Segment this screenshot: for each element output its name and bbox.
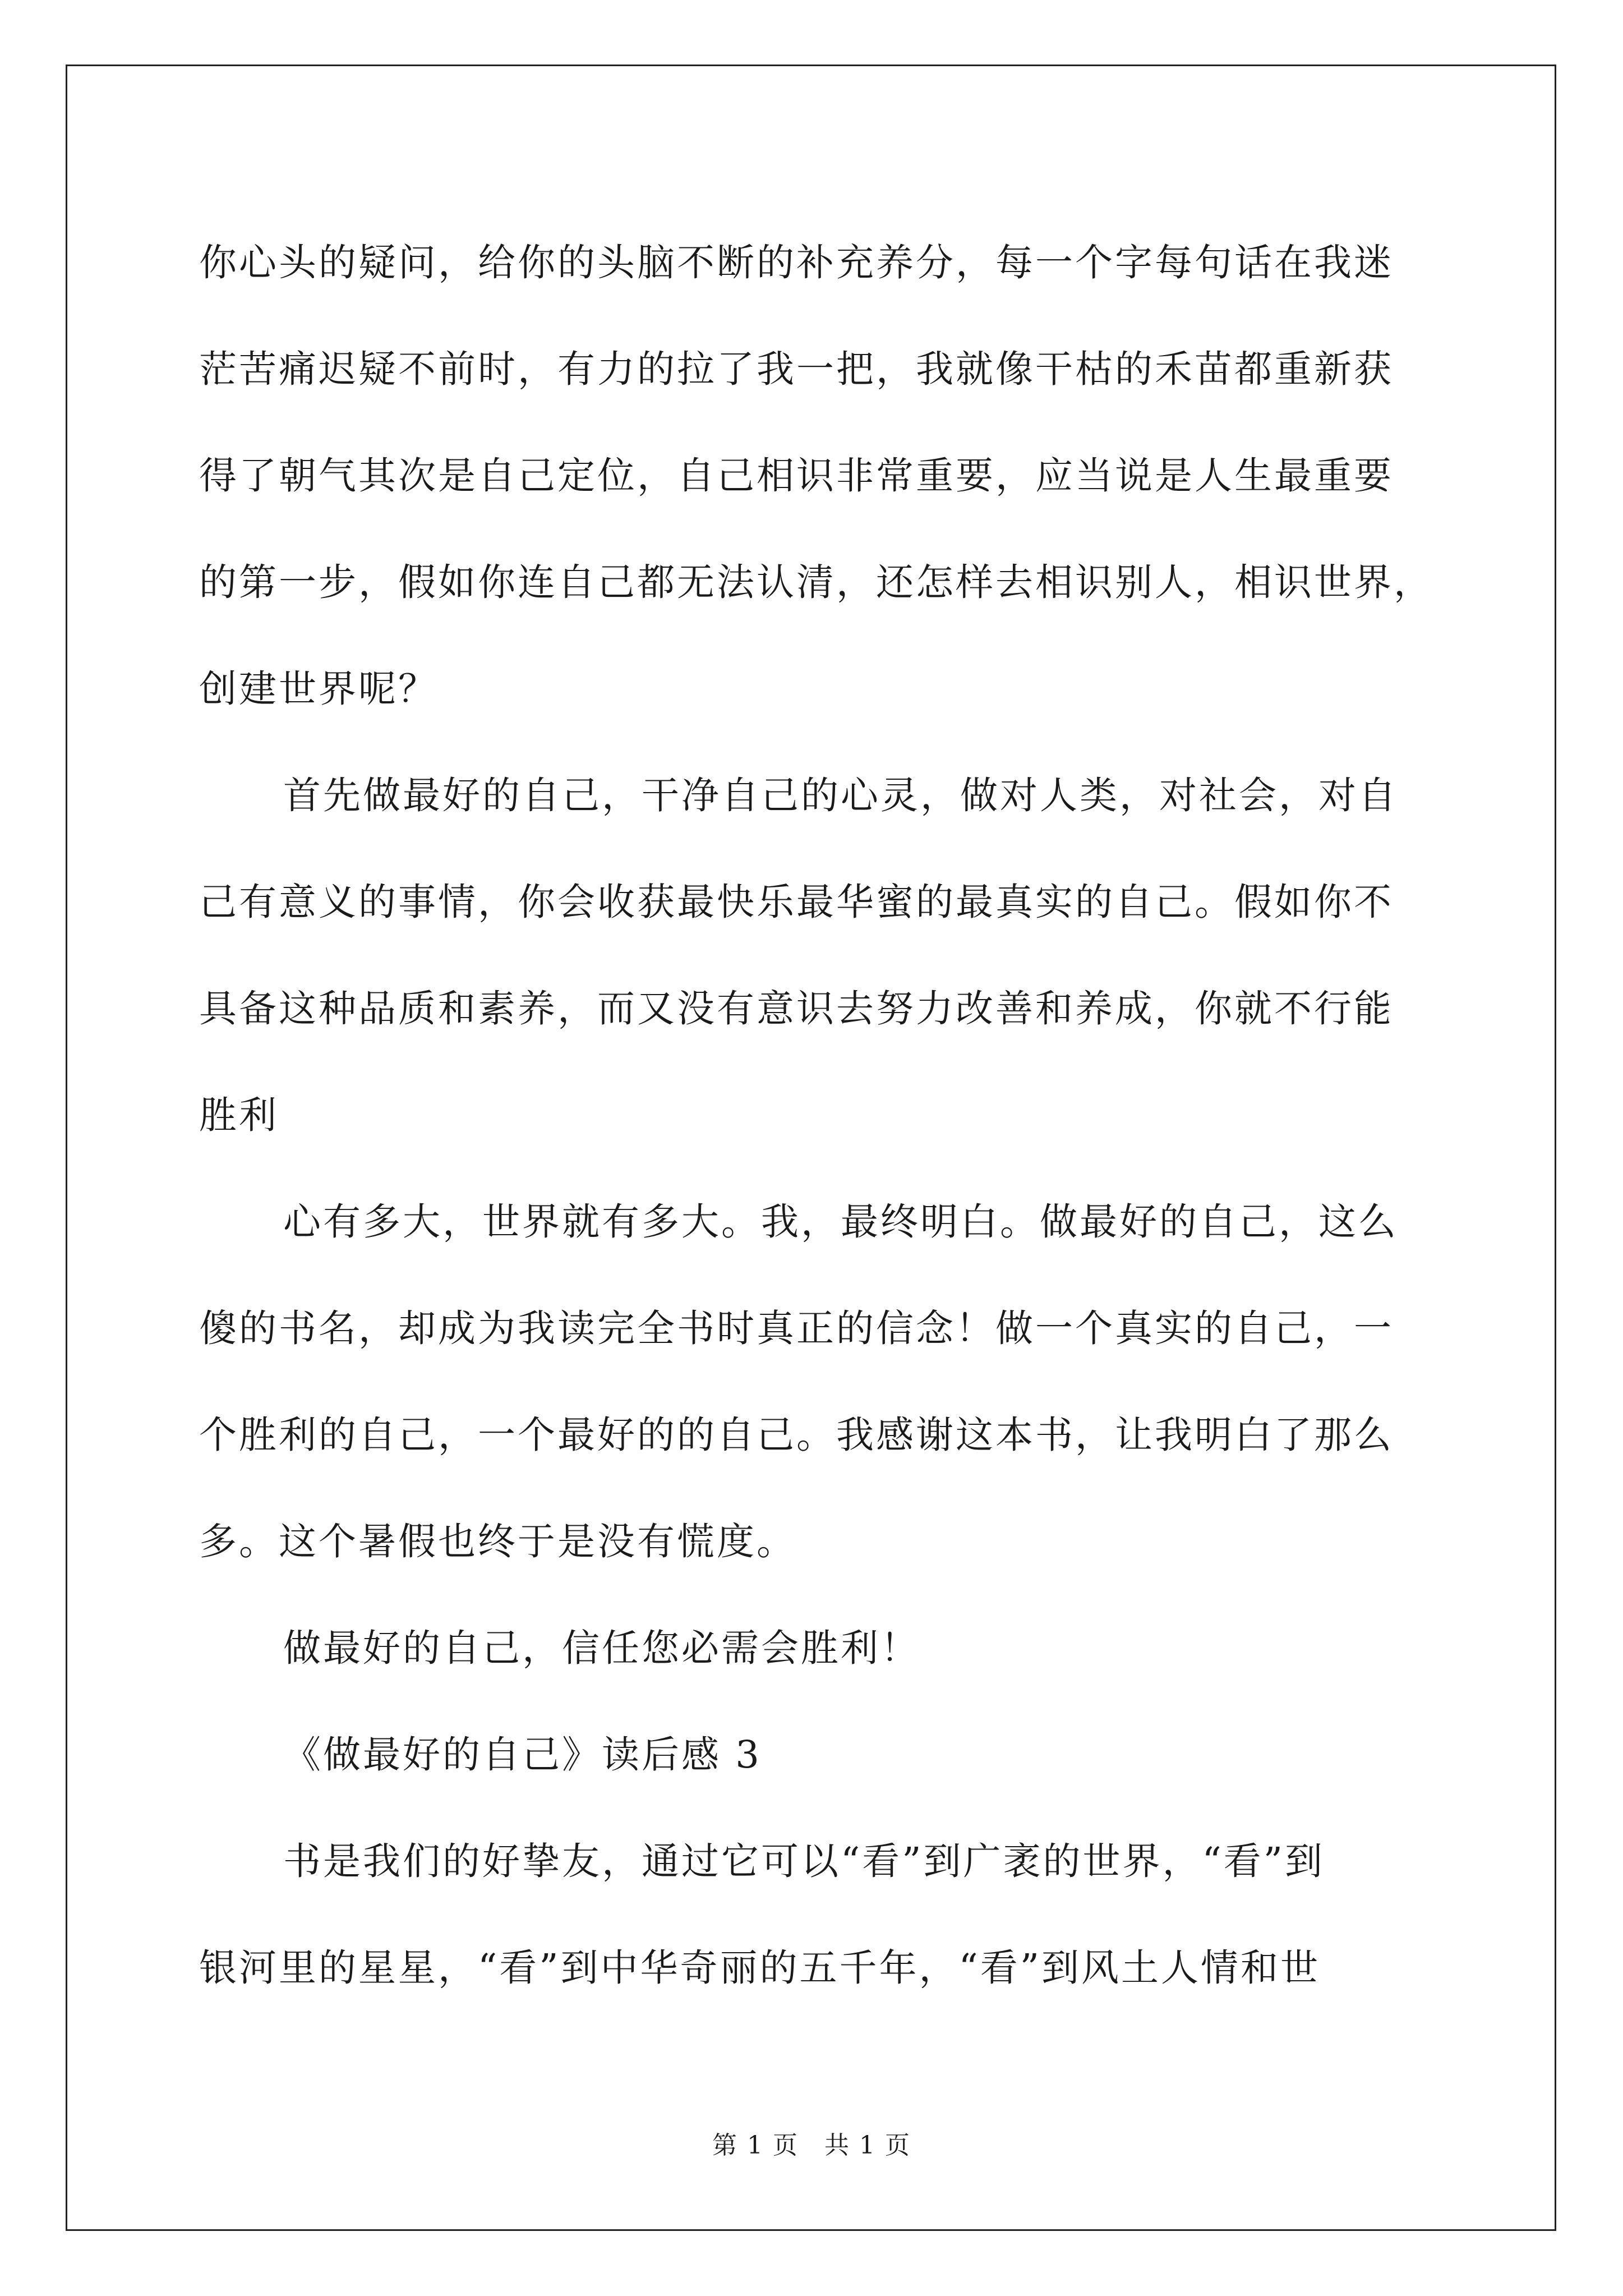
text-line-12: 个胜利的自己，一个最好的的自己。我感谢这本书，让我明白了那么 xyxy=(199,1413,1394,1457)
text-line-10: 心有多大，世界就有多大。我，最终明白。做最好的自己，这么 xyxy=(283,1200,1398,1244)
text-line-4: 的第一步，假如你连自己都无法认清，还怎样去相识别人，相识世界， xyxy=(199,560,1433,604)
text-line-5: 创建世界呢？ xyxy=(199,667,438,711)
document-body xyxy=(199,209,1467,2021)
text-line-2: 茫苦痛迟疑不前时，有力的拉了我一把，我就像干枯的禾苗都重新获 xyxy=(199,347,1394,391)
text-line-6: 首先做最好的自己，干净自己的心灵，做对人类，对社会，对自 xyxy=(283,774,1398,817)
text-line-1: 你心头的疑问，给你的头脑不断的补充养分，每一个字每句话在我迷 xyxy=(199,241,1394,284)
text-line-11: 傻的书名，却成为我读完全书时真正的信念！做一个真实的自己，一 xyxy=(199,1306,1394,1350)
text-line-14: 做最好的自己，信任您必需会胜利！ xyxy=(283,1626,920,1670)
text-line-8: 具备这种品质和素养，而又没有意识去努力改善和养成，你就不行能 xyxy=(199,987,1394,1030)
text-line-16: 书是我们的好挚友，通过它可以“看”到广袤的世界，“看”到 xyxy=(283,1839,1325,1883)
page-number-footer: 第 1 页 共 1 页 xyxy=(712,2131,911,2160)
section-heading: 《做最好的自己》读后感 3 xyxy=(283,1733,762,1777)
text-line-9: 胜利 xyxy=(199,1093,279,1137)
text-line-17: 银河里的星星，“看”到中华奇丽的五千年，“看”到风土人情和世 xyxy=(199,1946,1321,1990)
text-line-3: 得了朝气其次是自己定位，自己相识非常重要，应当说是人生最重要 xyxy=(199,454,1394,498)
text-line-7: 己有意义的事情，你会收获最快乐最华蜜的最真实的自己。假如你不 xyxy=(199,880,1394,924)
text-line-13: 多。这个暑假也终于是没有慌度。 xyxy=(199,1520,796,1563)
